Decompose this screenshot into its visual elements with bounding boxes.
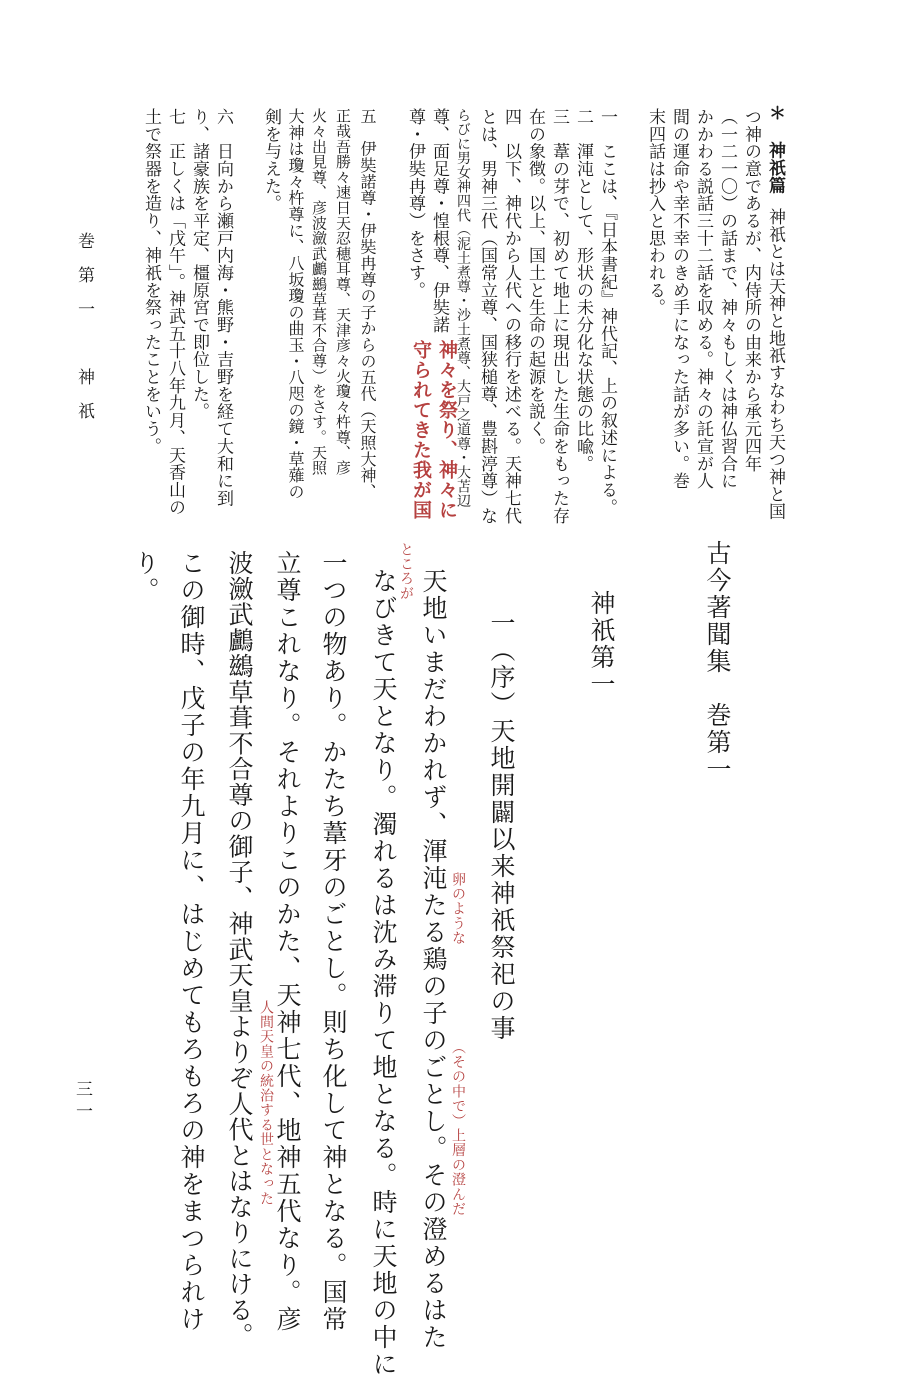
note-item: り、諸豪族を平定、橿原宮で即位した。 [189, 108, 209, 421]
note-intro-line: 末四話は抄入と思われる。 [645, 108, 665, 317]
body-line: この御時、戊子の年九月に、はじめてもろもろの神をまつられけ [177, 550, 206, 1333]
chapter-title: 神祇第一 [587, 590, 616, 698]
note-item: 尊、面足尊・惶根尊、伊奘諾 [429, 108, 449, 334]
note-item: 三 葦の芽で、初めて地上に現出した生命をもった存 [549, 108, 569, 525]
note-intro-line: かかわる説話三十二話を収める。神々の託宣が人 [693, 108, 713, 490]
note-item: 在の象徴。以上、国土と生命の起源を説く。 [525, 108, 545, 455]
book-title: 古今著聞集 巻第一 [703, 540, 732, 783]
note-item: 二 渾沌として、形状の未分化な状態の比喩。 [573, 108, 593, 473]
body-line: 立尊これなり。それよりこのかた、天神七代、地神五代なり。彦 [273, 550, 302, 1333]
body-line: 天地いまだわかれず、渾沌たる鶏の子のごとし。その澄めるはた [419, 568, 448, 1351]
body-line: なびきて天となり。濁れるは沈み滞りて地となる。時に天地の中に [369, 568, 398, 1378]
note-item: 剣を与えた。 [261, 108, 281, 213]
note-item: 正哉吾勝々速日天忍穂耳尊、天津彦々火瓊々杵尊、彦 [334, 108, 352, 476]
note-item: らびに男女神四代（泥土煮尊・沙土煮尊、大戸之道尊・大苫辺 [455, 108, 471, 508]
note-intro-line: 神祇とは天神と地祇すなわち天つ神と国 [765, 208, 785, 521]
body-line: 一つの物あり。かたち葦牙のごとし。則ち化して神となる。国常 [319, 550, 348, 1333]
note-item: 五 伊奘諾尊・伊奘冉尊の子からの五代（天照大神、 [358, 108, 377, 500]
note-item: 土で祭器を造り、神祇を祭ったことをいう。 [141, 108, 161, 455]
note-item: 火々出見尊、彦波瀲武鸕鷀草葺不合尊）をさす。天照 [310, 108, 328, 476]
gloss-annotation: 卵のような [450, 872, 466, 946]
note-item: 六 日向から瀬戸内海・熊野・吉野を経て大和に到 [213, 108, 233, 507]
page-number: 三一 [72, 1080, 92, 1125]
gloss-annotation: 人間天皇の統治する世となった [258, 1000, 274, 1206]
note-item: 四 以下、神代から人代への移行を述べる。天神七代 [501, 108, 521, 525]
note-heading: ＊ 神祇篇 [765, 104, 785, 194]
note-intro-line: つ神の意であるが、内侍所の由来から承元四年 [741, 108, 761, 473]
note-item: 一 ここは、『日本書紀』神代記、上の叙述による。 [597, 108, 617, 516]
body-line: り。 [131, 550, 160, 604]
note-item: 大神は瓊々杵尊に、八坂瓊の曲玉・八咫の鏡・草薙の [286, 108, 305, 500]
note-intro-line: （一二一〇）の話まで、神々もしくは神仏習合に [717, 108, 737, 490]
note-intro-line: 間の運命や幸不幸のきめ手になった話が多い。巻 [669, 108, 689, 490]
callout-line: 守られてきた我が国 [410, 340, 432, 520]
callout-line: 神々を祭り、神々に [436, 340, 458, 520]
gloss-annotation: ところが [398, 542, 414, 601]
highlight-callout [404, 340, 460, 520]
note-item: 尊・伊奘冉尊）をさす。 [405, 108, 425, 299]
note-item: 七 正しくは「戊午」。神武五十八年九月、天香山の [165, 108, 185, 516]
running-head: 巻第一 神祇 [74, 232, 94, 436]
body-line: 波瀲武鸕鷀草葺不合尊の御子、神武天皇よりぞ人代とはなりにける。 [225, 550, 254, 1349]
gloss-annotation: （その中で）上層の澄んだ [450, 1040, 466, 1217]
section-title: 一（序）天地開闢以来神祇祭祀の事 [487, 610, 516, 1042]
note-item: とは、男神三代（国常立尊、国狭槌尊、豊斟渟尊）な [477, 108, 497, 525]
